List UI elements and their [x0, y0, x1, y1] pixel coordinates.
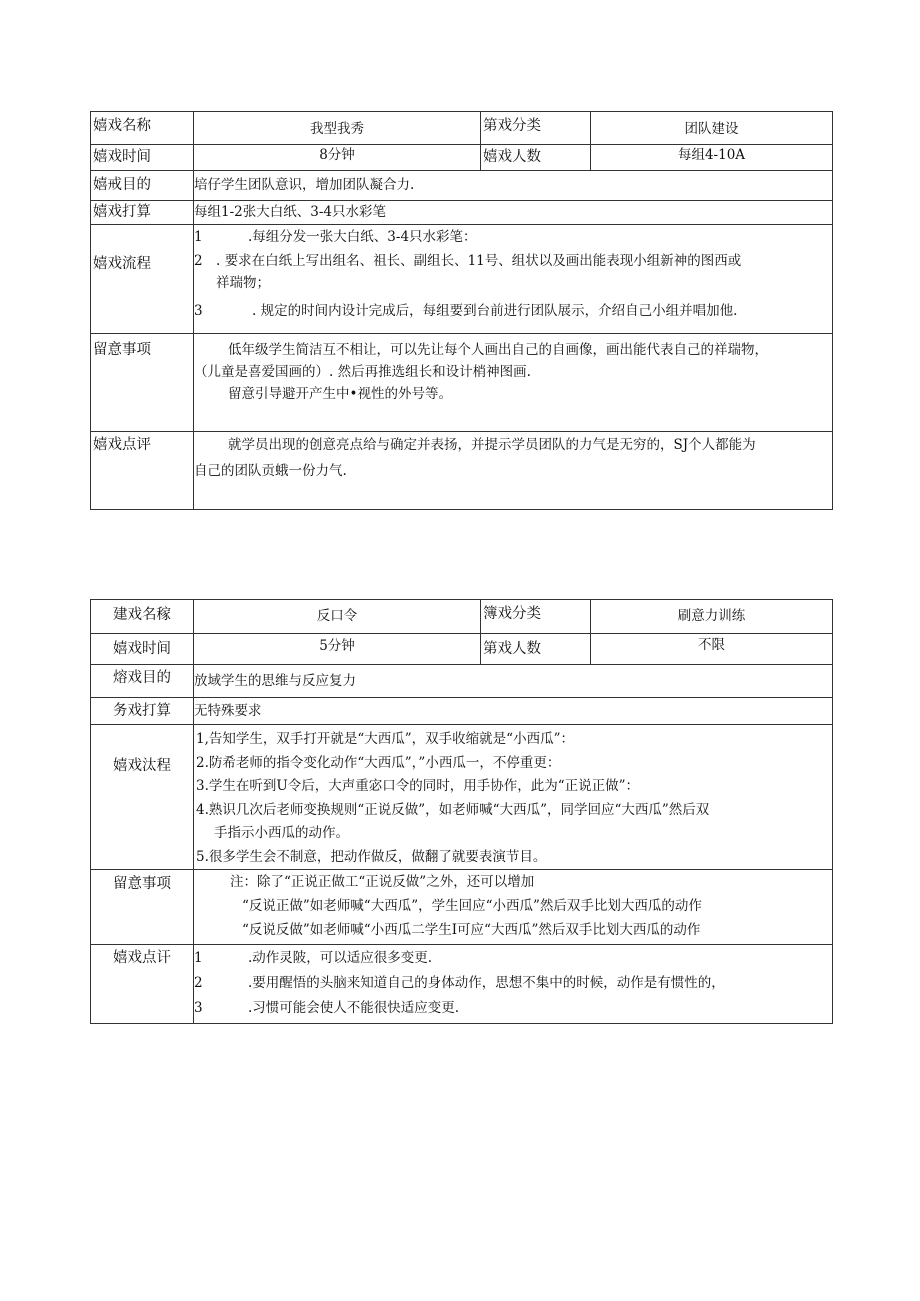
category-value: 刷意力训练 — [591, 600, 833, 634]
process-item-text: .每组分发一张大白纸、3-4只水彩笔： — [248, 229, 477, 245]
process-item-text: . 要求在白纸上写出组名、祖长、副组长、11号、组状以及画出能表现小组新神的图西或 — [216, 253, 742, 269]
process-item-num: 2 — [194, 253, 203, 269]
notes-label — [91, 870, 194, 945]
time-value: 5分钟 — [194, 634, 481, 665]
name-label-text: 嬉戏名称 — [93, 118, 151, 134]
people-label-text: 嬉戏人数 — [483, 149, 541, 165]
name-label — [91, 112, 194, 145]
review-item — [194, 946, 832, 971]
process-line: 手指示小西瓜的动作。 — [214, 825, 349, 841]
process-item-num: 1 — [194, 229, 203, 245]
process-line: 5.很多学生会不制意，把动作做反，做翻了就要表演节目。 — [196, 848, 547, 865]
review-item-num: 2 — [194, 975, 203, 991]
process-line: 4.熟识几次后老师变换规则“正说反做”，如老师喊“大西瓜”，同学回应“大西瓜”然后双 — [196, 801, 710, 818]
notes-line: 低年级学生简洁互不相让，可以先让每个人画出自己的自画像，画出能代表自己的祥瑞物， — [228, 342, 768, 358]
review-label-text: 嬉戏点评 — [93, 437, 151, 453]
prep-label-text: 务戏打算 — [113, 703, 171, 719]
people-label — [481, 634, 591, 665]
purpose-value: 培仔学生团队意识，增加团队凝合力. — [194, 171, 833, 201]
name-label — [91, 600, 194, 634]
category-label-text: 簿戏分类 — [483, 606, 541, 622]
process-item-continued — [194, 272, 832, 294]
time-label — [91, 634, 194, 665]
process-line: 2.防希老师的指令变化动作“大西瓜”，”小西瓜一，不停重更： — [196, 754, 561, 771]
review-item-text: .习惯可能会使人不能很快适应变更. — [248, 1000, 460, 1016]
process-item-text: . 规定的时间内设计完成后，每组要到台前进行团队展示，介绍自己小组并唱加他. — [252, 303, 738, 319]
category-label-text: 第戏分类 — [483, 118, 541, 134]
notes-line: （儿童是喜爱国画的）. 然后再推选组长和设计梢神图画. — [194, 364, 531, 380]
prep-label — [91, 201, 194, 225]
notes-line: “反说反做”如老师喊“小西瓜二学生I可应“大西瓜”然后双手比划大西瓜的动作 — [242, 922, 701, 938]
purpose-label-text: 嬉戒目的 — [93, 177, 151, 193]
process-label-text: 嬉戏汰程 — [113, 758, 171, 774]
review-text — [194, 432, 833, 510]
time-label-text: 嬉戏时间 — [93, 149, 151, 165]
process-item-text: 祥瑞物； — [216, 275, 270, 291]
process-list — [194, 225, 833, 334]
prep-value: 每组1-2张大白纸、3-4只水彩笔 — [194, 201, 833, 225]
prep-label — [91, 698, 194, 725]
notes-label — [91, 334, 194, 432]
notes-label-text: 留意事项 — [93, 342, 151, 358]
prep-label-text: 嬉戏打算 — [93, 204, 151, 220]
notes-text — [194, 870, 833, 945]
review-item-text: .动作灵陂，可以适应很多变更. — [248, 950, 433, 966]
process-item — [194, 250, 832, 272]
review-label — [91, 432, 194, 510]
category-label — [481, 112, 591, 145]
name-label-text: 建戏名稼 — [113, 607, 171, 623]
activity-card-2 — [90, 599, 833, 1024]
prep-value: 无特殊要求 — [194, 698, 833, 725]
process-list — [194, 725, 833, 870]
notes-line: 注：除了“正说正做工“正说反做”之外，还可以增加 — [230, 874, 535, 890]
review-item-num: 3 — [194, 1000, 203, 1016]
category-value: 团队建设 — [591, 112, 833, 145]
process-item — [194, 226, 832, 248]
time-value: 8分钟 — [194, 145, 481, 171]
purpose-value: 放域学生的思维与反应复力 — [194, 665, 833, 698]
process-line: 1,告知学生，双手打开就是“大西瓜”，双手收缩就是“小西瓜”： — [196, 731, 574, 747]
review-list — [194, 945, 833, 1024]
people-value: 不限 — [591, 634, 833, 665]
people-label — [481, 145, 591, 171]
review-line: 就学员出现的创意亮点给与确定并表扬，并提示学员团队的力气是无穷的，SJ个人都能为 — [228, 437, 756, 453]
people-value: 每组4-10A — [591, 145, 833, 171]
name-value: 反口令 — [194, 600, 481, 634]
review-label-text: 嬉戏点讦 — [113, 950, 171, 966]
process-item — [194, 300, 832, 322]
notes-line: “反说正做”如老师喊“大西瓜”，学生回应“小西瓜”然后双手比划大西瓜的动作 — [242, 898, 702, 914]
time-label — [91, 145, 194, 171]
process-label — [91, 725, 194, 870]
category-label — [481, 600, 591, 634]
process-item-num: 3 — [194, 303, 203, 319]
purpose-label — [91, 171, 194, 201]
review-item — [194, 971, 832, 996]
purpose-label-text: 熔戏目的 — [113, 670, 171, 686]
process-label — [91, 225, 194, 334]
notes-label-text: 留意事项 — [113, 876, 171, 892]
purpose-label — [91, 665, 194, 698]
review-line: 自己的团队贡蛾一份力气. — [194, 463, 347, 479]
review-item — [194, 996, 832, 1021]
people-label-text: 第戏人数 — [483, 641, 541, 657]
name-value: 我型我秀 — [194, 112, 481, 145]
process-line: 3.学生在听到U令后，大声重宓口令的同时，用手协作，此为“正说正做”： — [196, 778, 640, 794]
notes-line: 留意引导避开产生中•视性的外号等。 — [228, 386, 452, 402]
review-item-num: 1 — [194, 950, 203, 966]
time-label-text: 嬉戏时间 — [113, 641, 171, 657]
process-label-text: 嬉戏流程 — [93, 256, 151, 272]
activity-card-1 — [90, 111, 833, 510]
review-item-text: .要用醒悟的头脑来知道自己的身体动作，思想不集中的时候，动作是有惯性的， — [248, 975, 725, 991]
review-label — [91, 945, 194, 1024]
notes-text — [194, 334, 833, 432]
